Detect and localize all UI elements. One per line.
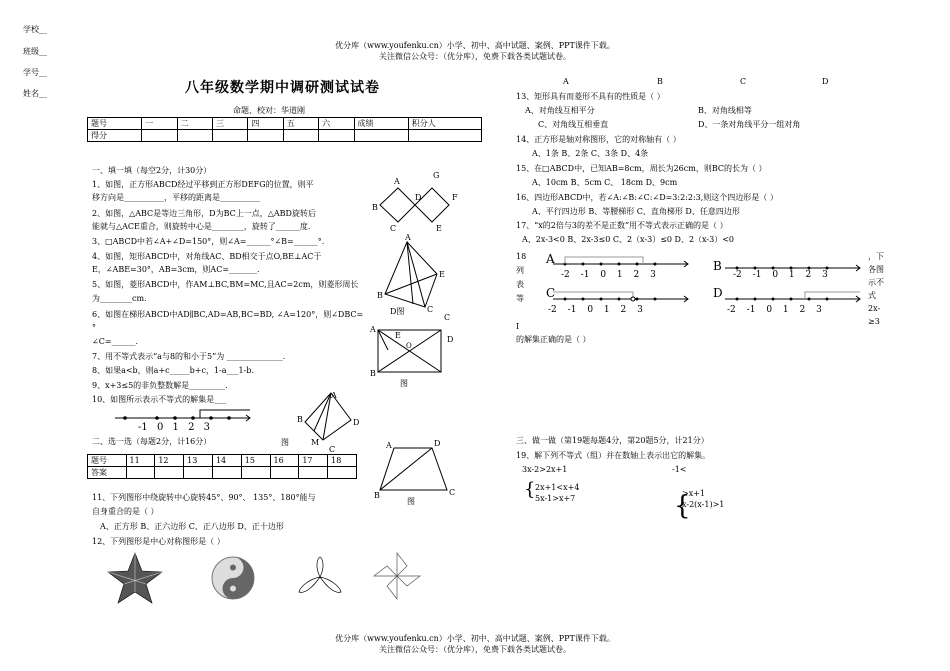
q18-left-text: 18: [516, 252, 527, 261]
nl-label: 1: [616, 270, 623, 280]
score-cell[interactable]: [408, 130, 481, 142]
tick-dot: [155, 416, 159, 420]
score-cell[interactable]: [177, 130, 212, 142]
question-1b: 移方向是__________，平移的距离是__________: [92, 193, 260, 202]
nl-label: 0: [600, 270, 607, 280]
question-11c: A、正方形 B、正六边形 C、正八边形 D、正十边形: [100, 522, 284, 531]
fig-label: D: [353, 418, 360, 427]
q18-right-text: 示不: [868, 278, 884, 287]
side-name: 姓名__: [23, 89, 47, 98]
nl-label: -2: [733, 270, 742, 280]
q13-option-b: B、对角线相等: [698, 106, 752, 115]
question-15: 15、在□ABCD中，已知AB=8cm，周长为26cm，则BC的长为（ ）: [516, 164, 767, 173]
question-2b: 能就与△ACE重合，则旋转中心是________，旋转了______度.: [92, 222, 311, 231]
footer-line-1: 优分库（www.youfenku.cn）小学、初中、高中试题、案例、PPT课件下载。: [335, 634, 615, 643]
q18-left-text: 等: [516, 294, 524, 303]
answer-cell: 18: [328, 455, 357, 467]
answer-cell[interactable]: [126, 467, 155, 479]
nl-label: 2: [805, 270, 812, 280]
q15-options: A、10cm B、5cm C、 18cm D、9cm: [532, 178, 678, 187]
fig-label: D: [434, 439, 441, 448]
section-2-heading: 二、选一选（每题2分，计16分）: [92, 437, 212, 446]
question-10: 10、如图所示表示不等式的解集是___: [92, 395, 227, 404]
answer-cell: 15: [241, 455, 270, 467]
tick-dot: [123, 416, 127, 420]
q12-letter-a: A: [563, 77, 569, 86]
side-school: 学校__: [23, 25, 47, 34]
q18-left-text: 表: [516, 280, 524, 289]
fig-label: D: [415, 193, 422, 202]
footer-line-2: 关注微信公众号：（优分库），免费下载各类试题试卷。: [379, 645, 571, 654]
q13-option-d: D、一条对角线平分一组对角: [698, 120, 801, 129]
q19-item-1: 3x-2>2x+1: [522, 465, 568, 474]
nl-label: 0: [766, 305, 773, 315]
answer-cell: 13: [184, 455, 213, 467]
score-cell[interactable]: [319, 130, 354, 142]
fig-label: C: [427, 305, 434, 314]
fig-label: E: [436, 224, 442, 233]
q19-system-1a: 2x+1<x+4: [535, 483, 580, 492]
tick-dot: [227, 416, 231, 420]
q18-right-text: ≥3: [868, 317, 880, 326]
question-1a: 1、如图，正方形ABCD经过平移到正方形DEFG的位置，则平: [92, 180, 314, 189]
nl-label: 0: [772, 270, 779, 280]
propeller-figure: [295, 557, 345, 597]
question-4a: 4、如图，矩形ABCD中，对角线AC、BD相交于点O,BE⊥AC于: [92, 252, 322, 261]
q18-right-text: 各图: [868, 265, 884, 274]
fig-label: M: [311, 438, 320, 447]
score-cell: 四: [248, 118, 283, 130]
answer-cell[interactable]: [270, 467, 299, 479]
pinwheel-figure: [373, 553, 421, 599]
nl10-label: -1: [138, 422, 148, 433]
nl-a-labels: [561, 270, 656, 281]
score-table: [87, 117, 482, 142]
fig-label: D: [447, 335, 454, 344]
question-5b: 为________cm.: [92, 294, 147, 303]
score-cell[interactable]: [142, 130, 177, 142]
nl-d-labels: [727, 305, 822, 316]
question-16: 16、四边形ABCD中，若∠A:∠B:∠C:∠D=3:2:2:3,则这个四边形是（ ）: [516, 193, 778, 202]
answer-cell: 16: [270, 455, 299, 467]
question-8: 8、如果a<b，则a+c_____b+c，1-a___1-b.: [92, 366, 254, 375]
nl-label: 2: [633, 270, 640, 280]
nl-letter-d: D: [713, 286, 723, 300]
side-class: 班级__: [23, 47, 47, 56]
q18-right-text: 2x-: [868, 304, 881, 313]
answer-cell: 答案: [88, 467, 127, 479]
figure-q4-rectangle: [368, 313, 458, 390]
question-6b: °: [92, 323, 96, 332]
question-13: 13、矩形具有而菱形不具有的性质是（ ）: [516, 92, 665, 101]
fig-label: B: [377, 291, 383, 300]
q19-system-2b: x-2(x-1)>1: [682, 500, 725, 509]
answer-cell: 14: [212, 455, 241, 467]
answer-cell: 17: [299, 455, 328, 467]
side-number: 学号__: [23, 68, 47, 77]
nl-label: 2: [799, 305, 806, 315]
fig-label: 图: [281, 438, 289, 447]
nl-label: 3: [650, 270, 656, 280]
score-cell: 二: [177, 118, 212, 130]
fig-label: F: [452, 193, 458, 202]
fig-label: C: [449, 488, 456, 497]
fig-label: C: [329, 445, 336, 454]
fig-label: 图: [407, 497, 415, 506]
fig-label: C: [444, 313, 451, 322]
q19-system-1b: 5x-1>x+7: [535, 494, 576, 503]
q18-tail: 的解集正确的是（ ）: [516, 335, 591, 344]
brace-left-1: {: [524, 479, 536, 500]
fig-label: A: [405, 233, 411, 242]
fig-label: B: [374, 491, 380, 500]
score-cell: 六: [319, 118, 354, 130]
nl10-label: 0: [156, 422, 164, 433]
section-1-heading: 一、填一填（每空2分，计30分）: [92, 166, 212, 175]
nl-label: -1: [580, 270, 590, 280]
question-19: 19、解下列不等式（组）并在数轴上表示出它的解集。: [516, 451, 711, 460]
answer-cell[interactable]: [184, 467, 213, 479]
score-cell[interactable]: [354, 130, 408, 142]
author: 命题、校对：华道刚: [233, 106, 305, 115]
page-title: 八年级数学期中调研测试试卷: [185, 80, 380, 96]
fig-label: B: [370, 369, 376, 378]
nl-label: -1: [746, 305, 756, 315]
nl-label: 1: [782, 305, 789, 315]
question-11a: 11、下列图形中绕旋转中心旋转45°、90°、 135°、180°能与: [92, 493, 316, 502]
nl-letter-c: C: [546, 286, 556, 300]
q19-item-2: -1<: [672, 465, 687, 474]
score-cell: 一: [142, 118, 177, 130]
figure-q1-squares: [370, 170, 465, 232]
nl-letter-b: B: [713, 259, 722, 273]
answer-cell: 11: [126, 455, 155, 467]
answer-cell[interactable]: [328, 467, 357, 479]
nl-label: 3: [816, 305, 822, 315]
score-cell: 三: [213, 118, 248, 130]
question-3: 3、□ABCD中若∠A+∠D=150°，则∠A=______°∠B=______°.: [92, 237, 325, 246]
q17-options: A、2x-3<0 B、2x-3≤0 C、2（x-3）≤0 D、2（x-3）<0: [522, 235, 735, 244]
tick-dot: [209, 416, 213, 420]
q19-system-2a: >x+1: [682, 489, 706, 498]
tick-dot: [173, 416, 177, 420]
yin-yang-figure: [210, 555, 256, 601]
answer-cell: 12: [155, 455, 184, 467]
score-cell[interactable]: [213, 130, 248, 142]
nl-letter-a: A: [546, 252, 555, 266]
fig-label: B: [372, 203, 378, 212]
score-cell[interactable]: [283, 130, 318, 142]
q16-options: A、平行四边形 B、等腰梯形 C、直角梯形 D、任意四边形: [532, 207, 740, 216]
question-4b: E，∠ABE=30°，AB=3cm，则AC=_______．: [92, 265, 266, 274]
section-3-heading: 三、做一做（第19题每题4分，第20题5分，计21分）: [516, 436, 709, 445]
nl-label: -1: [567, 305, 577, 315]
fig-label: D图: [390, 307, 405, 316]
score-cell: 成绩: [354, 118, 408, 130]
nl10-label: 1: [172, 422, 179, 433]
answer-cell: 题号: [88, 455, 127, 467]
question-17: 17、“x的2倍与3的差不是正数”用不等式表示正确的是（ ）: [516, 221, 728, 230]
answer-cell[interactable]: [155, 467, 184, 479]
question-11b: 自身重合的是（ ）: [92, 507, 159, 516]
fig-label: E: [395, 331, 401, 340]
q18-right-text: 式: [868, 291, 876, 300]
question-9: 9、x+3≤5的非负整数解是_________.: [92, 381, 228, 390]
q13-option-a: A、对角线互相平分: [525, 106, 595, 115]
question-6c: ∠C=______.: [92, 337, 139, 346]
nl-b-labels: [733, 270, 828, 281]
nl-label: -1: [752, 270, 762, 280]
fig-label: A: [331, 391, 337, 400]
figure-q5-rhombus: [281, 390, 368, 455]
nl10-labels: [138, 422, 210, 434]
fig-label: A: [386, 441, 392, 450]
nl10-label: 3: [203, 422, 210, 433]
figure-q6-trapezoid: [372, 440, 462, 510]
nl-label: 3: [822, 270, 828, 280]
score-cell: 题号: [88, 118, 142, 130]
answer-table: [87, 454, 357, 479]
question-7: 7、用不等式表示“a与8的和小于5”为 ______________.: [92, 352, 286, 361]
q12-letter-c: C: [740, 77, 747, 86]
question-5a: 5、如图，菱形ABCD中，作AM⊥BC,BM=MC,且AC=2cm，则菱形周长: [92, 280, 359, 289]
question-12: 12、下列图形是中心对称图形是（ ）: [92, 537, 225, 546]
fig-label: B: [297, 415, 303, 424]
q18-I: I: [516, 322, 520, 331]
nl-c-labels: [548, 305, 643, 316]
fig-label: G: [433, 171, 440, 180]
fig-label: 图: [400, 379, 408, 388]
nl-label: -2: [561, 270, 570, 280]
nl-label: -2: [548, 305, 557, 315]
nl-label: 3: [637, 305, 643, 315]
fig-label: A: [394, 177, 400, 186]
score-cell: 五: [283, 118, 318, 130]
fig-label: O: [406, 342, 412, 350]
q18-right-col: [868, 250, 884, 328]
q14-options: A、1条 B、2条 C、3条 D、4条: [532, 149, 649, 158]
question-2a: 2、如图，△ABC是等边三角形，D为BC上一点，△ABD旋转后: [92, 209, 316, 218]
q12-letter-b: B: [657, 77, 663, 86]
q13-option-c: C、对角线互相垂直: [538, 120, 609, 129]
brace-left-2: {: [674, 491, 691, 521]
header-line-2: 关注微信公众号：（优分库），免费下载各类试题试卷。: [379, 52, 571, 61]
nl-label: 0: [587, 305, 594, 315]
fig-label: E: [439, 270, 445, 279]
figure-q2-triangle: [375, 232, 455, 320]
score-cell: 积分人: [408, 118, 481, 130]
solution-ray: [200, 410, 250, 418]
question-14: 14、正方形是轴对称图形，它的对称轴有（ ）: [516, 135, 681, 144]
q12-letter-d: D: [822, 77, 829, 86]
tick-dot: [191, 416, 195, 420]
answer-cell[interactable]: [241, 467, 270, 479]
q18-left-text: 列: [516, 266, 524, 275]
question-6a: 6、如图在梯形ABCD中AD∥BC,AD=AB,BC=BD, ∠A=120°，则∠DBC=: [92, 310, 364, 319]
q18-right-text: ，下: [868, 252, 884, 261]
nl-label: -2: [727, 305, 736, 315]
star-figure: [105, 553, 165, 603]
fig-label: C: [390, 224, 397, 233]
nl10-label: 2: [188, 422, 195, 433]
fig-label: A: [370, 325, 376, 334]
nl-label: 1: [788, 270, 795, 280]
answer-cell[interactable]: [299, 467, 328, 479]
header-line-1: 优分库（www.youfenku.cn）小学、初中、高中试题、案例、PPT课件下载。: [335, 41, 615, 50]
score-cell[interactable]: [248, 130, 283, 142]
nl-label: 2: [620, 305, 627, 315]
nl-label: 1: [603, 305, 610, 315]
score-cell: 得分: [88, 130, 142, 142]
q18-left-col: [516, 250, 526, 306]
answer-cell[interactable]: [212, 467, 241, 479]
